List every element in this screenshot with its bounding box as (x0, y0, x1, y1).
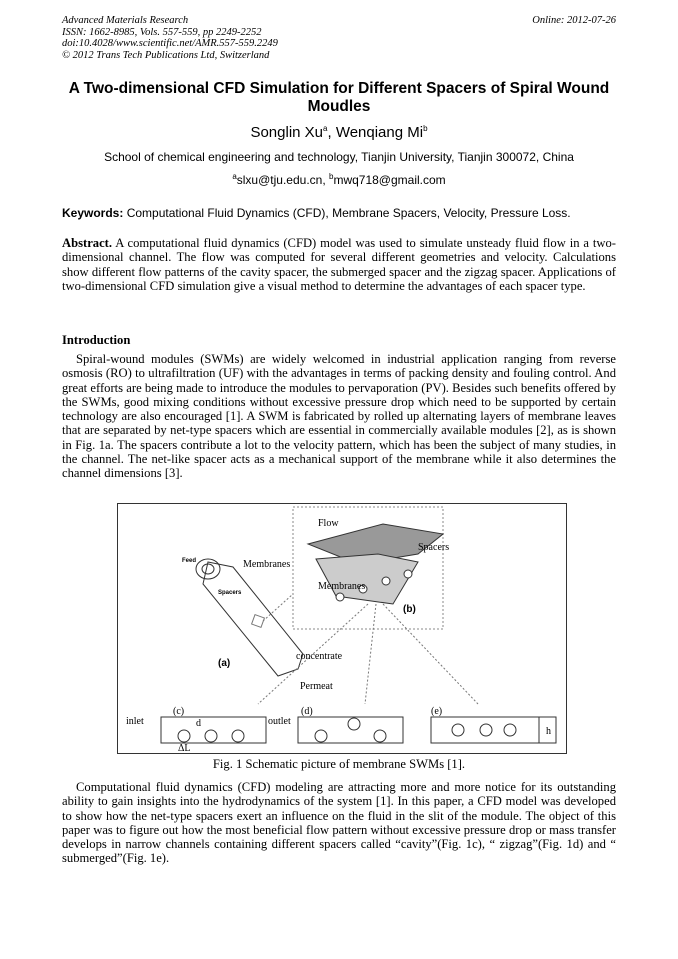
label-d: (d) (301, 706, 313, 717)
abstract (62, 236, 616, 293)
label-membranes: Membranes (243, 559, 291, 570)
figure-caption: Fig. 1 Schematic picture of membrane SWMs [1]. (212, 757, 466, 771)
emails (62, 172, 616, 187)
author-name: Wenqiang Mi (335, 124, 424, 141)
label-h: h (546, 726, 551, 737)
online-date: Online: 2012-07-26 (532, 15, 616, 26)
label-e: (e) (431, 706, 443, 717)
body-paragraph: Computational fluid dynamics (CFD) modeling are attracting more and more notice for its outstanding ability to gain insights into the hydrodynamics of the system [1]. In this paper, a CFD model was developed to show how the net-type spacers exert an influence on the fluid in the slit of the module. The object of this paper was to figure out how the most beneficial flow pattern without excessive pressure drop or mass transfer develops in narrow channels containing different spacers called “cavity”(Fig. 1c), “ zigzag”(Fig. 1d) and “ submerged”(Fig. 1e). (62, 780, 616, 866)
label-concentrate: concentrate (296, 651, 343, 662)
journal-header (62, 15, 278, 61)
email-link[interactable]: slxu@tju.edu.cn (236, 173, 323, 187)
label-spacers: Spacers (218, 590, 242, 596)
label-d-diameter: d (196, 718, 201, 729)
section-heading: Introduction (62, 333, 131, 347)
author-sup: b (423, 124, 428, 133)
author-name: Songlin Xu (250, 124, 324, 141)
abstract-label: Abstract. (62, 236, 113, 250)
label-c: (c) (173, 706, 185, 717)
keywords-text: Computational Fluid Dynamics (CFD), Membrane Spacers, Velocity, Pressure Loss. (123, 206, 571, 220)
label-b: (b) (403, 604, 416, 615)
doi: doi:10.4028/www.scientific.net/AMR.557-559.2249 (62, 38, 278, 49)
email-sup: b (329, 172, 334, 181)
paper-title: A Two-dimensional CFD Simulation for Different Spacers of Spiral Wound Moudles (68, 80, 610, 115)
journal-name: Advanced Materials Research (62, 15, 189, 26)
authors (62, 124, 616, 141)
separator: , (322, 173, 329, 187)
keywords-label: Keywords: (62, 206, 124, 220)
intro-paragraph: Spiral-wound modules (SWMs) are widely welcomed in industrial application ranging from reverse osmosis (RO) to ultrafiltration (UF) with the advantages in terms of packing density and fouling control. And great efforts are being made to introduce the modules to pervaporation (PV). Besides such benefits offered by the SWMs, good mixing conditions without excessive pressure drop which need to be supported by certain technology are also encouraged [1]. A SWM is fabricated by rolled up alternating layers of membrane leaves that are separated by net-type spacers which are essential in commercially available modules [2], as is shown in Fig. 1a. The spacers contribute a lot to the velocity pattern, which has been the subject of many studies, in the channel. The net-like spacer acts as a mechanical support of the membrane while it also determines the channel dimensions [3]. (62, 352, 616, 481)
figure-1 (117, 503, 567, 754)
abstract-text: A computational fluid dynamics (CFD) model was used to simulate unsteady fluid flow in a two-dimensional channel. The flow was computed for several different geometries and velocity. Calculations show different flow patterns of the cavity spacer, the submerged spacer and the zigzag spacer. Applications of two-dimensional CFD simulation give a visual method to determine the advantages of each spacer type. (62, 236, 616, 293)
affiliation: School of chemical engineering and technology, Tianjin University, Tianjin 300072, China (104, 150, 574, 164)
label-a: (a) (218, 658, 231, 669)
label-flow: Flow (318, 518, 339, 529)
label-feed: Feed (182, 558, 197, 564)
label-membranes: Membranes (318, 581, 366, 592)
schematic-diagram (118, 504, 566, 753)
keywords (62, 206, 616, 220)
label-spacers: Spacers (418, 542, 450, 553)
label-delta-l: ΔL (178, 743, 191, 753)
email-sup: a (232, 172, 237, 181)
copyright: © 2012 Trans Tech Publications Ltd, Switzerland (62, 49, 270, 61)
label-outlet: outlet (268, 716, 291, 727)
label-permeat: Permeat (300, 681, 333, 692)
author-sup: a (323, 124, 328, 133)
label-inlet: inlet (126, 716, 144, 727)
issn: ISSN: 1662-8985, Vols. 557-559, pp 2249-2252 (62, 26, 262, 38)
email-link[interactable]: mwq718@gmail.com (333, 173, 446, 187)
separator: , (327, 124, 336, 141)
